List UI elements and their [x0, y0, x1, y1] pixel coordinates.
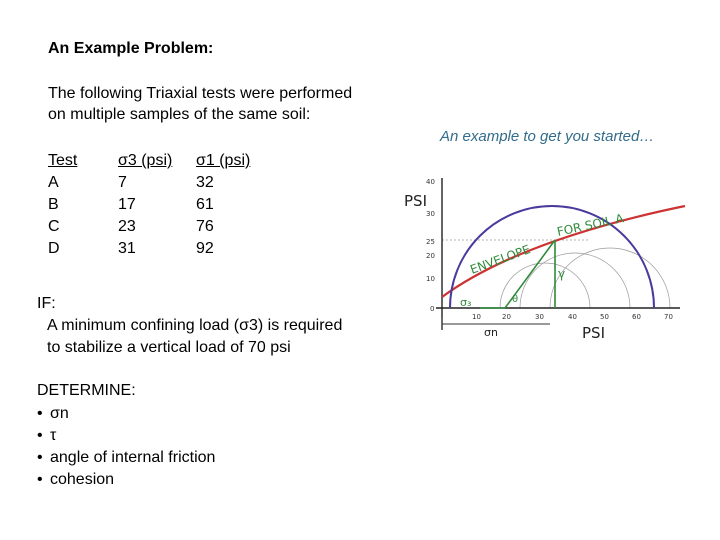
header-test: Test	[48, 152, 78, 169]
problem-title: An Example Problem:	[48, 40, 214, 57]
table-row	[48, 194, 276, 216]
sketch-x-axis-label: PSI	[582, 324, 605, 342]
determine-item: angle of internal friction	[50, 449, 216, 466]
determine-heading: DETERMINE:	[37, 382, 136, 399]
list-item	[37, 425, 215, 447]
cell-sigma3: 23	[118, 218, 136, 235]
x-tick-label: 70	[664, 313, 673, 321]
intro-line-2: on multiple samples of the same soil:	[48, 106, 311, 123]
x-tick-label: 40	[568, 313, 577, 321]
cell-sigma1: 32	[196, 174, 214, 191]
bullet: •	[37, 471, 43, 488]
x-tick-label: 20	[502, 313, 511, 321]
cell-test: D	[48, 240, 60, 257]
cell-sigma1: 92	[196, 240, 214, 257]
if-condition-line-2: to stabilize a vertical load of 70 psi	[47, 339, 291, 356]
y-tick-label: 25	[426, 238, 435, 246]
example-caption: An example to get you started…	[440, 128, 655, 145]
table-row	[48, 238, 276, 260]
x-tick-label: 60	[632, 313, 641, 321]
x-tick-label: 10	[472, 313, 481, 321]
x-tick-label: 30	[535, 313, 544, 321]
cell-sigma3: 17	[118, 196, 136, 213]
triaxial-tests-table	[48, 150, 276, 260]
table-row	[48, 172, 276, 194]
cell-sigma1: 61	[196, 196, 214, 213]
determine-item: cohesion	[50, 471, 115, 488]
bullet: •	[37, 405, 43, 422]
y-tick-label: 30	[426, 210, 435, 218]
list-item	[37, 403, 215, 425]
header-sigma1: σ1 (psi)	[196, 152, 251, 169]
table-header-row	[48, 150, 276, 172]
sketch-background	[400, 170, 690, 345]
mohr-circle-sketch	[400, 170, 690, 345]
determine-item: σn	[50, 405, 69, 422]
list-item	[37, 469, 215, 491]
cell-test: C	[48, 218, 60, 235]
if-condition-line-1: A minimum confining load (σ3) is required	[47, 317, 343, 334]
determine-list	[37, 403, 215, 491]
bullet: •	[37, 427, 43, 444]
y-tick-label: 10	[426, 275, 435, 283]
sketch-sigma3-label: σ₃	[460, 296, 472, 309]
cell-sigma1: 76	[196, 218, 214, 235]
y-tick-label: 40	[426, 178, 435, 186]
sketch-sigma-n-label: σn	[484, 326, 498, 339]
x-tick-label: 50	[600, 313, 609, 321]
determine-item: τ	[50, 427, 57, 444]
table-row	[48, 216, 276, 238]
cell-test: B	[48, 196, 59, 213]
y-tick-label: 0	[430, 305, 435, 313]
if-heading: IF:	[37, 295, 56, 312]
list-item	[37, 447, 215, 469]
sketch-for-soil-label: FOR SOIL A	[555, 211, 625, 239]
cell-sigma3: 7	[118, 174, 127, 191]
y-tick-label: 20	[426, 252, 435, 260]
sketch-theta-label: θ	[512, 294, 519, 305]
sketch-y-axis-label: PSI	[404, 192, 427, 210]
bullet: •	[37, 449, 43, 466]
cell-sigma3: 31	[118, 240, 136, 257]
sketch-envelope-label: ENVELOPE	[468, 242, 533, 277]
sketch-tau-label: γ	[558, 267, 566, 281]
cell-test: A	[48, 174, 59, 191]
intro-line-1: The following Triaxial tests were performed	[48, 85, 353, 102]
header-sigma3: σ3 (psi)	[118, 152, 173, 169]
